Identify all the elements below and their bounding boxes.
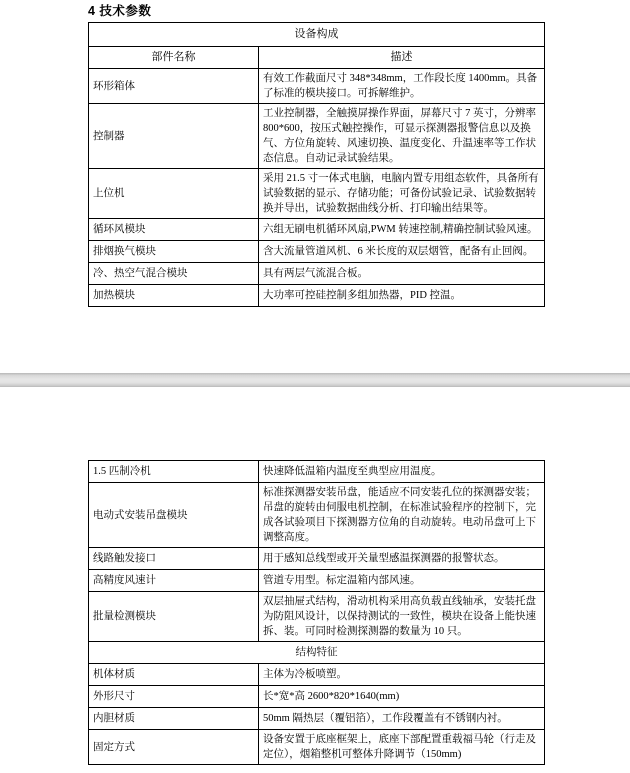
table-row [89, 708, 545, 730]
component-name: 线路触发接口 [89, 548, 259, 570]
component-name: 加热模块 [89, 285, 259, 307]
table-row [89, 461, 545, 483]
component-description: 快速降低温箱内温度至典型应用温度。 [259, 461, 545, 483]
component-name: 控制器 [89, 104, 259, 169]
component-name: 排烟换气模块 [89, 241, 259, 263]
component-description: 标准探测器安装吊盘，能适应不同安装孔位的探测器安装；吊盘的旋转由伺服电机控制，在标准试验程序的控制下，完成各试验项目下探测器方位角的自动旋转。电动吊盘可上下调整高度。 [259, 483, 545, 548]
table-row [89, 664, 545, 686]
component-description: 工业控制器，全触摸屏操作界面，屏幕尺寸 7 英寸，分辨率 800*600，按压式触控操作，可显示探测器报警信息以及换气、方位角旋转、风速切换、温度变化、升温速率等工作状态信息。自动记录试验结果。 [259, 104, 545, 169]
component-description: 采用 21.5 寸一体式电脑，电脑内置专用组态软件，具备所有试验数据的显示、存储功能；可备份试验记录、试验数据转换并导出，试验数据曲线分析、打印输出结果等。 [259, 169, 545, 219]
component-description: 有效工作截面尺寸 348*348mm，工作段长度 1400mm。具备了标准的模块接口。可拆解维护。 [259, 69, 545, 104]
component-description: 双层抽屉式结构，滑动机构采用高负载直线轴承，安装托盘为防阻风设计，以保持测试的一致性，模块在设备上能快速拆、装。可同时检测探测器的数量为 10 只。 [259, 592, 545, 642]
component-description: 50mm 隔热层（覆铝箔），工作段覆盖有不锈钢内衬。 [259, 708, 545, 730]
table-row [89, 69, 545, 104]
table-row [89, 169, 545, 219]
section-header-label: 结构特征 [89, 642, 545, 664]
section-heading: 4 技术参数 [88, 4, 152, 18]
component-name: 循环风模块 [89, 219, 259, 241]
component-name: 冷、热空气混合模块 [89, 263, 259, 285]
table-row [89, 219, 545, 241]
section-header-row [89, 642, 545, 664]
table-row [89, 592, 545, 642]
component-name: 固定方式 [89, 730, 259, 765]
table-row [89, 104, 545, 169]
component-name: 高精度风速计 [89, 570, 259, 592]
component-description: 长*宽*高 2600*820*1640(mm) [259, 686, 545, 708]
table-row [89, 241, 545, 263]
table-row [89, 483, 545, 548]
component-description: 设备安置于底座框架上，底座下部配置重载福马轮（行走及定位），烟箱整机可整体升降调节（150mm) [259, 730, 545, 765]
continuation-table [88, 460, 545, 765]
component-description: 六组无刷电机循环风扇,PWM 转速控制,精确控制试验风速。 [259, 219, 545, 241]
page-break-separator [0, 373, 630, 387]
component-description: 含大流量管道风机、6 米长度的双层烟管，配备有止回阀。 [259, 241, 545, 263]
document-page-2 [0, 387, 630, 773]
component-description: 具有两层气流混合板。 [259, 263, 545, 285]
component-name: 内胆材质 [89, 708, 259, 730]
table-header-row [89, 47, 545, 69]
column-header-desc: 描述 [259, 47, 545, 69]
component-description: 大功率可控硅控制多组加热器，PID 控温。 [259, 285, 545, 307]
component-description: 主体为冷板喷塑。 [259, 664, 545, 686]
component-name: 环形箱体 [89, 69, 259, 104]
document-page-1 [0, 0, 630, 373]
component-description: 管道专用型。标定温箱内部风速。 [259, 570, 545, 592]
column-header-name: 部件名称 [89, 47, 259, 69]
table-row [89, 570, 545, 592]
table-row [89, 263, 545, 285]
table-title: 设备构成 [89, 23, 545, 47]
equipment-table [88, 22, 545, 307]
table-title-row [89, 23, 545, 47]
table-row [89, 285, 545, 307]
table-row [89, 730, 545, 765]
table-row [89, 686, 545, 708]
component-name: 外形尺寸 [89, 686, 259, 708]
component-name: 批量检测模块 [89, 592, 259, 642]
component-name: 机体材质 [89, 664, 259, 686]
component-name: 上位机 [89, 169, 259, 219]
table-row [89, 548, 545, 570]
component-description: 用于感知总线型或开关量型感温探测器的报警状态。 [259, 548, 545, 570]
component-name: 1.5 匹制冷机 [89, 461, 259, 483]
component-name: 电动式安装吊盘模块 [89, 483, 259, 548]
